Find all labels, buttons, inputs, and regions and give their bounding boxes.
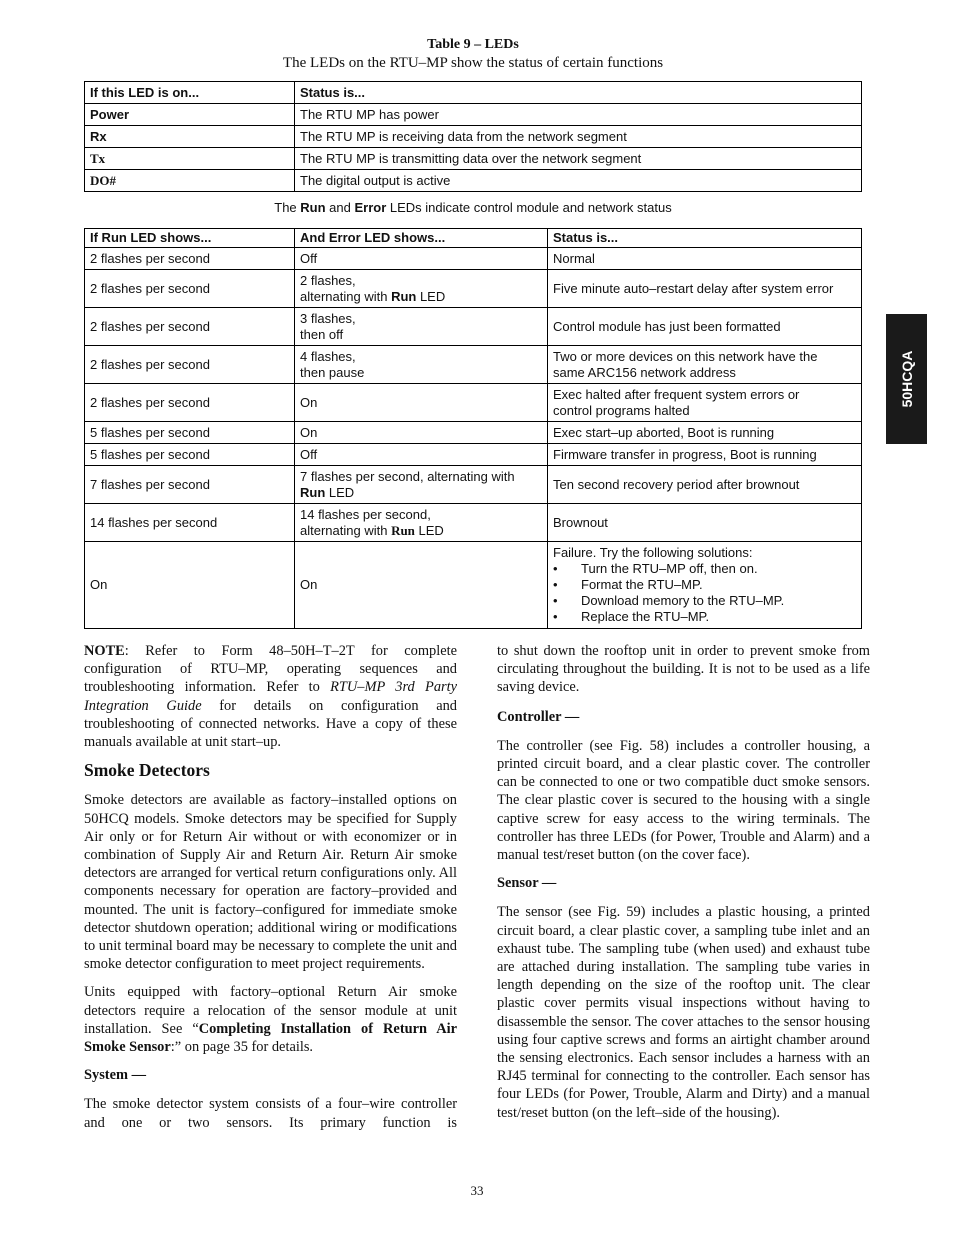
cell-line: alternating with	[300, 522, 392, 538]
table-row	[85, 248, 862, 270]
led-name: DO#	[85, 170, 295, 192]
table-row	[85, 504, 862, 542]
table-row	[85, 466, 862, 504]
cell-line: 2 flashes,	[300, 272, 356, 288]
cell-line: LED	[414, 522, 444, 538]
paragraph: The sensor (see Fig. 59) includes a plastic housing, a printed circuit board, a clear plastic cover, a sampling tube inlet and an exhaust tube. The sampling tube (when used) and exhaust tube are attached during installation. The sampling tube varies in length depending on the size of the rooftop unit. The clear plastic cover permits visual inspections without having to disassemble the sensor. The cover attaches to the sensor housing using four captive screws and forms an airtight chamber around the sensing electronics. Each sensor includes a harness with an RJ45 terminal for connecting to the controller. Each sensor has four LEDs (for Power, Trouble, Alarm and Dirty) and a manual test/reset button (on the left–side of the housing).	[497, 904, 870, 1121]
status-cell: Brownout	[548, 504, 862, 542]
run-led-cell: 5 flashes per second	[85, 422, 295, 444]
table-row	[85, 270, 862, 308]
list-item: • Turn the RTU–MP off, then on.	[553, 561, 856, 577]
error-led-cell	[295, 270, 548, 308]
table-row	[85, 444, 862, 466]
status-cell	[548, 542, 862, 629]
table-row	[85, 170, 862, 192]
status-cell: Exec start–up aborted, Boot is running	[548, 422, 862, 444]
error-led-cell	[295, 504, 548, 542]
led-name: Power	[85, 104, 295, 126]
error-led-cell: Off	[295, 248, 548, 270]
list-item: • Format the RTU–MP.	[553, 577, 856, 593]
cell-line: 7 flashes per second, alternating with	[300, 468, 515, 484]
failure-intro: Failure. Try the following solutions:	[553, 545, 753, 560]
run-led-cell: 2 flashes per second	[85, 384, 295, 422]
caption-error: Error	[354, 200, 387, 215]
caption-run: Run	[300, 200, 326, 215]
table-subtitle: The LEDs on the RTU–MP show the status of certain functions	[282, 55, 664, 71]
paragraph: The smoke detector system consists of a four–wire controller and one or two sensors. Its primary function is	[84, 1096, 457, 1131]
run-led-cell: On	[85, 542, 295, 629]
subsection-heading: Sensor —	[497, 875, 557, 892]
paragraph	[84, 983, 457, 1056]
column-header: And Error LED shows...	[295, 229, 548, 248]
run-led-cell: 2 flashes per second	[85, 248, 295, 270]
caption-text: LEDs indicate control module and network status	[386, 200, 672, 215]
cell-line: same ARC156 network address	[553, 364, 736, 380]
run-led-cell: 7 flashes per second	[85, 466, 295, 504]
status-cell: Ten second recovery period after brownout	[548, 466, 862, 504]
status-cell: Normal	[548, 248, 862, 270]
error-led-cell: On	[295, 542, 548, 629]
paragraph: The controller (see Fig. 58) includes a controller housing, a printed circuit board, and a clear plastic cover. The controller can be connected to one or two compatible duct smoke sensors. The clear plastic cover is secured to the housing with a single captive screw for easy access to the wiring terminals. The controller has three LEDs (for Power, Trouble and Alarm) and a manual test/reset button (on the cover face).	[497, 737, 870, 864]
table-row	[85, 104, 862, 126]
run-error-table	[84, 228, 862, 629]
run-error-caption	[84, 200, 862, 215]
paragraph-continuation: to shut down the rooftop unit in order to prevent smoke from circulating throughout the building. It is not to be used as a life saving device.	[497, 643, 870, 696]
subsection-heading: System —	[84, 1067, 146, 1084]
note-paragraph	[84, 642, 457, 751]
cell-line: alternating with	[300, 288, 392, 304]
table-header-row	[85, 82, 862, 104]
table-row	[85, 384, 862, 422]
note-text: for details on configuration and troubleshooting of connected networks. Have a copy of these manuals available at unit start–up.	[84, 697, 457, 751]
status-cell: Five minute auto–restart delay after system error	[548, 270, 862, 308]
run-word: Run	[391, 288, 417, 304]
cell-line: 4 flashes,	[300, 348, 356, 364]
table-row	[85, 422, 862, 444]
column-header: If Run LED shows...	[85, 229, 295, 248]
note-label: NOTE	[84, 643, 125, 659]
status-cell: Firmware transfer in progress, Boot is running	[548, 444, 862, 466]
list-item: • Download memory to the RTU–MP.	[553, 593, 856, 609]
cell-line: then off	[300, 326, 344, 342]
note-text: : Refer to Form 48–50H–T–2T for complete configuration of RTU–MP, operating sequences and troubleshooting information. Refer to	[84, 643, 457, 696]
status-cell: Control module has just been formatted	[548, 308, 862, 346]
subsection-heading: Controller —	[497, 708, 580, 725]
cell-line: Exec halted after frequent system errors or	[553, 386, 800, 402]
run-word: Run	[300, 484, 326, 500]
led-status: The RTU MP is receiving data from the network segment	[295, 126, 862, 148]
cell-line: LED	[325, 484, 355, 500]
run-led-cell: 2 flashes per second	[85, 270, 295, 308]
table-row	[85, 148, 862, 170]
side-tab-label: 50HCQA	[898, 350, 915, 408]
led-name: Rx	[85, 126, 295, 148]
section-heading: Smoke Detectors	[84, 760, 210, 781]
table-header-row	[85, 229, 862, 248]
cell-line: 3 flashes,	[300, 310, 356, 326]
cell-line: control programs halted	[553, 402, 690, 418]
cell-line: Two or more devices on this network have the	[553, 348, 818, 364]
table-row	[85, 542, 862, 629]
run-led-cell: 14 flashes per second	[85, 504, 295, 542]
error-led-cell	[295, 466, 548, 504]
run-led-cell: 2 flashes per second	[85, 346, 295, 384]
run-led-cell: 5 flashes per second	[85, 444, 295, 466]
column-header: Status is...	[295, 82, 862, 104]
cell-line: LED	[416, 288, 446, 304]
status-cell	[548, 346, 862, 384]
led-status: The RTU MP is transmitting data over the network segment	[295, 148, 862, 170]
paragraph-text: :” on page 35 for details.	[170, 1039, 314, 1056]
error-led-cell: Off	[295, 444, 548, 466]
run-word: Run	[391, 522, 415, 538]
column-header: If this LED is on...	[85, 82, 295, 104]
caption-text: The	[274, 200, 301, 215]
paragraph-text: Units equipped with factory–optional Return Air smoke detectors require a relocation of the sensor module at unit installation. See “	[84, 984, 457, 1037]
error-led-cell: On	[295, 384, 548, 422]
caption-text: and	[325, 200, 355, 215]
table-title: Table 9 – LEDs	[427, 37, 519, 52]
column-header: Status is...	[548, 229, 862, 248]
led-status: The digital output is active	[295, 170, 862, 192]
cell-line: then pause	[300, 364, 365, 380]
run-led-cell: 2 flashes per second	[85, 308, 295, 346]
page-number: 33	[470, 1183, 484, 1198]
left-column	[84, 642, 457, 1132]
table-row	[85, 126, 862, 148]
solutions-list	[553, 561, 856, 625]
side-tab	[886, 314, 927, 444]
led-name: Tx	[85, 148, 295, 170]
error-led-cell	[295, 308, 548, 346]
paragraph: Smoke detectors are available as factory–installed options on 50HCQ models. Smoke detectors may be specified for Supply Air only or for Return Air without or with economizer or in combination of Supply Air and Return Air. Return Air smoke detectors are arranged for vertical return configurations only. All components necessary for operation are factory–provided and mounted. The unit is factory–configured for immediate smoke detector shutdown operation; additional wiring or modifications to unit terminal board may be necessary to complete the unit and smoke detector configuration to meet project requirements.	[84, 792, 457, 973]
error-led-cell: On	[295, 422, 548, 444]
note-guide-title: RTU–MP 3rd Party Integration Guide	[84, 679, 457, 714]
table-row	[85, 308, 862, 346]
list-item: • Replace the RTU–MP.	[553, 609, 856, 625]
led-status: The RTU MP has power	[295, 104, 862, 126]
led-table	[84, 81, 862, 192]
cell-line: 14 flashes per second,	[300, 506, 431, 522]
right-column	[497, 642, 870, 1132]
cross-reference: Completing Installation of Return Air Smoke Sensor	[84, 1020, 457, 1056]
table-row	[85, 346, 862, 384]
status-cell	[548, 384, 862, 422]
error-led-cell	[295, 346, 548, 384]
